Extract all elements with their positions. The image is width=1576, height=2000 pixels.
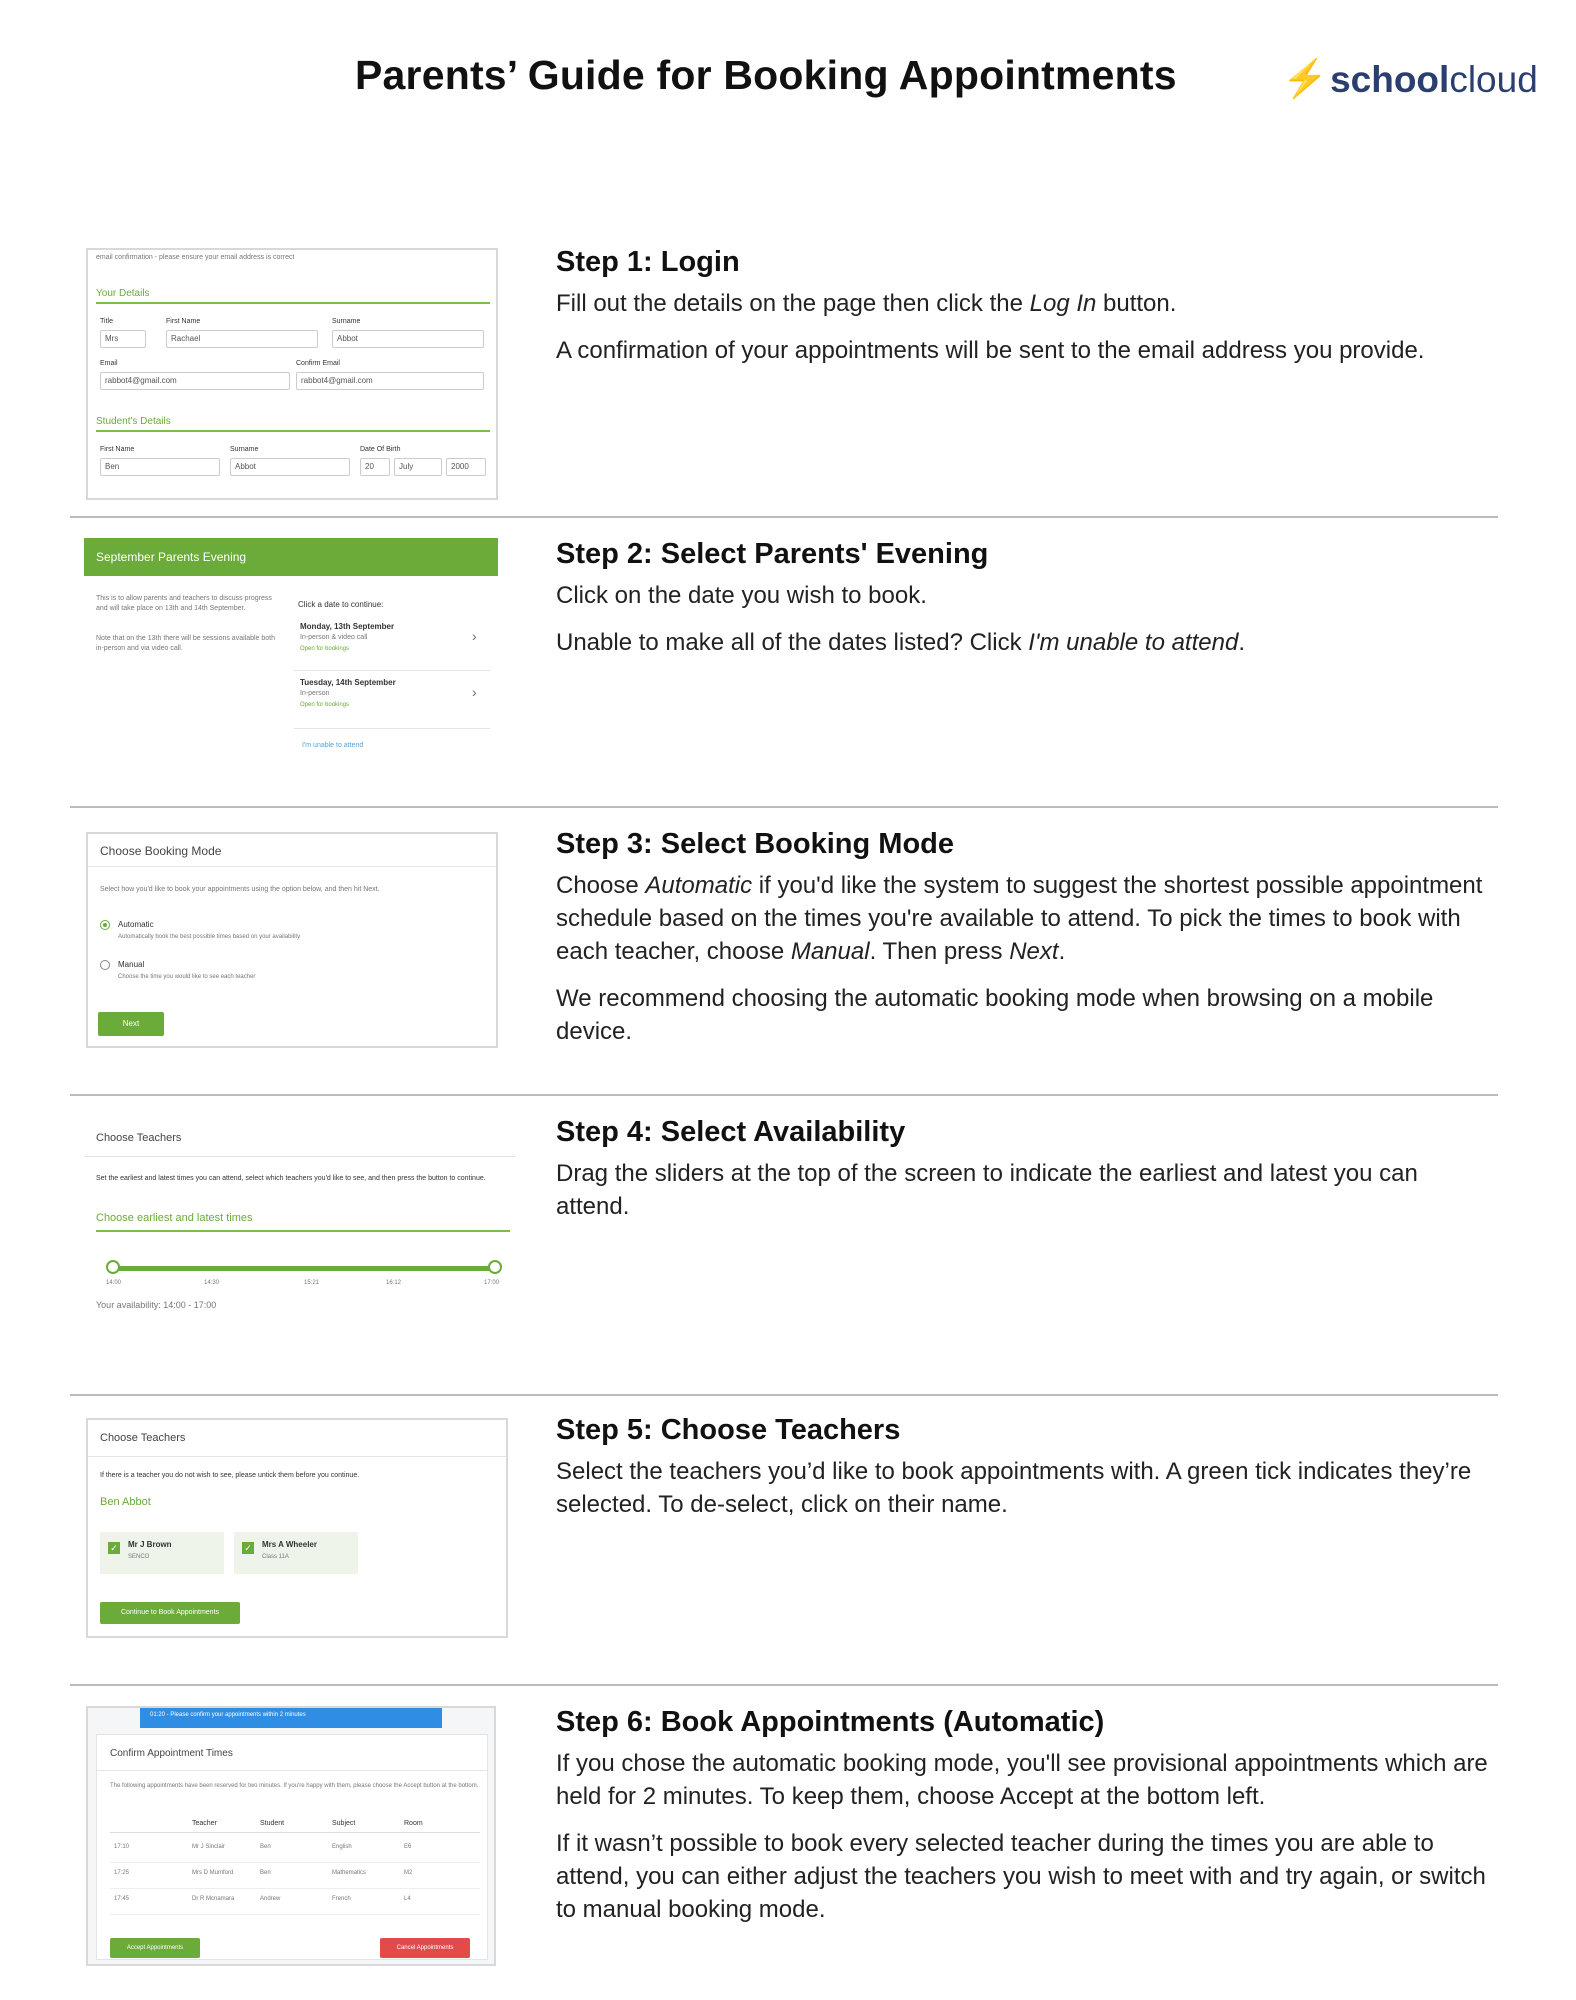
earliest-slider-handle[interactable]: [106, 1260, 120, 1274]
step-6: [556, 1706, 1496, 1940]
login-screenshot: email confirmation - please ensure your email address is correct Your Details Title Mrs First Name Rachael Surname Abbot Email rabbot4@gmail.com Confirm Email rabbot4@gmail.com Student's Details First Name Ben Surname Abbot Date Of Birth 20 July 2000: [86, 248, 498, 500]
tick-label: 14:00: [106, 1280, 122, 1286]
step-2: [556, 538, 1496, 673]
step-1-title: Step 1: Login: [556, 246, 740, 278]
checkbox-checked-icon: ✓: [242, 1542, 254, 1554]
step-3: [556, 828, 1496, 1062]
step-2-text-2: Unable to make all of the dates listed? Click I'm unable to attend.: [556, 629, 1245, 656]
divider: [70, 1394, 1498, 1396]
step-3-title: Step 3: Select Booking Mode: [556, 828, 954, 860]
continue-button[interactable]: Continue to Book Appointments: [100, 1602, 240, 1624]
step-3-text-1: Choose Automatic if you'd like the system to suggest the shortest possible appointment schedule based on the times you're available to attend. To pick the times to book with each teacher, choose Manual. Then press Next.: [556, 872, 1483, 965]
divider: [70, 1684, 1498, 1686]
table-row: 17:10 Mr J Sinclair Ben English E6: [110, 1838, 480, 1863]
divider: [70, 806, 1498, 808]
step-2-text-1: Click on the date you wish to book.: [556, 582, 927, 609]
teacher-card-2[interactable]: ✓ Mrs A Wheeler Class 11A: [234, 1532, 358, 1574]
timer-banner: 01:20 - Please confirm your appointments within 2 minutes: [140, 1708, 442, 1728]
choose-teachers-screenshot: Choose Teachers If there is a teacher you do not wish to see, please untick them before you continue. Ben Abbot ✓ Mr J Brown SENCO ✓ Mrs A Wheeler Class 11A Continue to Book Appointments: [86, 1418, 508, 1638]
date-option-1[interactable]: Monday, 13th September In-person & video call Open for bookings ›: [294, 616, 490, 671]
step-4-text-1: Drag the sliders at the top of the screen to indicate the earliest and latest you can attend.: [556, 1160, 1418, 1220]
tick-label: 17:00: [484, 1280, 500, 1286]
step-1: [556, 246, 1496, 381]
schoolcloud-logo: ⚡ school cloud: [1282, 58, 1538, 100]
parents-evening-screenshot: September Parents Evening This is to allow parents and teachers to discuss progress and will take place on 13th and 14th September. Note that on the 13th there will be sessions available both in-person and via video call. Click a date to continue: Monday, 13th September In-person & video call Open for bookings › Tuesday, 14th September In-person Open for bookings › I'm unable to attend: [84, 538, 498, 760]
manual-radio[interactable]: [100, 960, 110, 970]
tick-label: 16:12: [386, 1280, 402, 1286]
latest-slider-handle[interactable]: [488, 1260, 502, 1274]
table-header: Teacher: [192, 1820, 217, 1827]
step-4-title: Step 4: Select Availability: [556, 1116, 906, 1148]
page-title: Parents’ Guide for Booking Appointments: [355, 52, 1177, 98]
step-4: [556, 1116, 1496, 1237]
time-slider-track[interactable]: [114, 1266, 494, 1271]
step-5: [556, 1414, 1496, 1535]
unable-to-attend-link[interactable]: I'm unable to attend: [302, 742, 364, 749]
table-header: Subject: [332, 1820, 356, 1827]
tick-label: 15:21: [304, 1280, 320, 1286]
step-1-text-2: A confirmation of your appointments will be sent to the email address you provide.: [556, 337, 1425, 364]
confirm-appointments-screenshot: 01:20 - Please confirm your appointments within 2 minutes Confirm Appointment Times The following appointments have been reserved for two minutes. If you're happy with them, please choose the Accept button at the bottom. Teacher Student Subject Room 17:10 Mr J Sinclair Ben English E6 17:25 Mrs D Mumford Ben Mathematics M2 17:45 Dr R Mcnamara Andrew French L4 Accept Appointments Cancel Appointments: [86, 1706, 496, 1966]
teacher-card-1[interactable]: ✓ Mr J Brown SENCO: [100, 1532, 224, 1574]
availability-screenshot: Choose Teachers Set the earliest and latest times you can attend, select which teachers you'd like to see, and then press the button to continue. Choose earliest and latest times 14:00 14:30 15:21 16:12 17:00 Your availability: 14:00 - 17:00: [84, 1112, 516, 1334]
table-header: Room: [404, 1820, 423, 1827]
step-3-text-2: We recommend choosing the automatic booking mode when browsing on a mobile device.: [556, 985, 1434, 1045]
step-6-text-1: If you chose the automatic booking mode, you'll see provisional appointments which are held for 2 minutes. To keep them, choose Accept at the bottom left.: [556, 1750, 1488, 1810]
step-5-text-1: Select the teachers you’d like to book appointments with. A green tick indicates they’re selected. To de-select, click on their name.: [556, 1458, 1472, 1518]
step-1-text-1: Fill out the details on the page then click the Log In button.: [556, 290, 1177, 317]
checkbox-checked-icon: ✓: [108, 1542, 120, 1554]
automatic-radio[interactable]: [100, 920, 110, 930]
bolt-icon: ⚡: [1282, 58, 1329, 99]
step-2-title: Step 2: Select Parents' Evening: [556, 538, 989, 570]
next-button[interactable]: Next: [98, 1012, 164, 1036]
tick-label: 14:30: [204, 1280, 220, 1286]
table-row: 17:45 Dr R Mcnamara Andrew French L4: [110, 1890, 480, 1915]
divider: [70, 1094, 1498, 1096]
accept-appointments-button[interactable]: Accept Appointments: [110, 1938, 200, 1958]
step-5-title: Step 5: Choose Teachers: [556, 1414, 901, 1446]
chevron-right-icon: ›: [472, 684, 477, 700]
divider: [70, 516, 1498, 518]
booking-mode-screenshot: Choose Booking Mode Select how you'd like to book your appointments using the option below, and then hit Next. Automatic Automatically book the best possible times based on your availability Manual Choose the time you would like to see each teacher Next: [86, 832, 498, 1048]
table-header: Student: [260, 1820, 285, 1827]
step-6-text-2: If it wasn’t possible to book every selected teacher during the times you are able to attend, you can either adjust the teachers you wish to meet with and try again, or switch to manual booking mode.: [556, 1830, 1486, 1923]
cancel-appointments-button[interactable]: Cancel Appointments: [380, 1938, 470, 1958]
date-option-2[interactable]: Tuesday, 14th September In-person Open for bookings ›: [294, 674, 490, 729]
table-row: 17:25 Mrs D Mumford Ben Mathematics M2: [110, 1864, 480, 1889]
chevron-right-icon: ›: [472, 628, 477, 644]
step-6-title: Step 6: Book Appointments (Automatic): [556, 1706, 1105, 1738]
